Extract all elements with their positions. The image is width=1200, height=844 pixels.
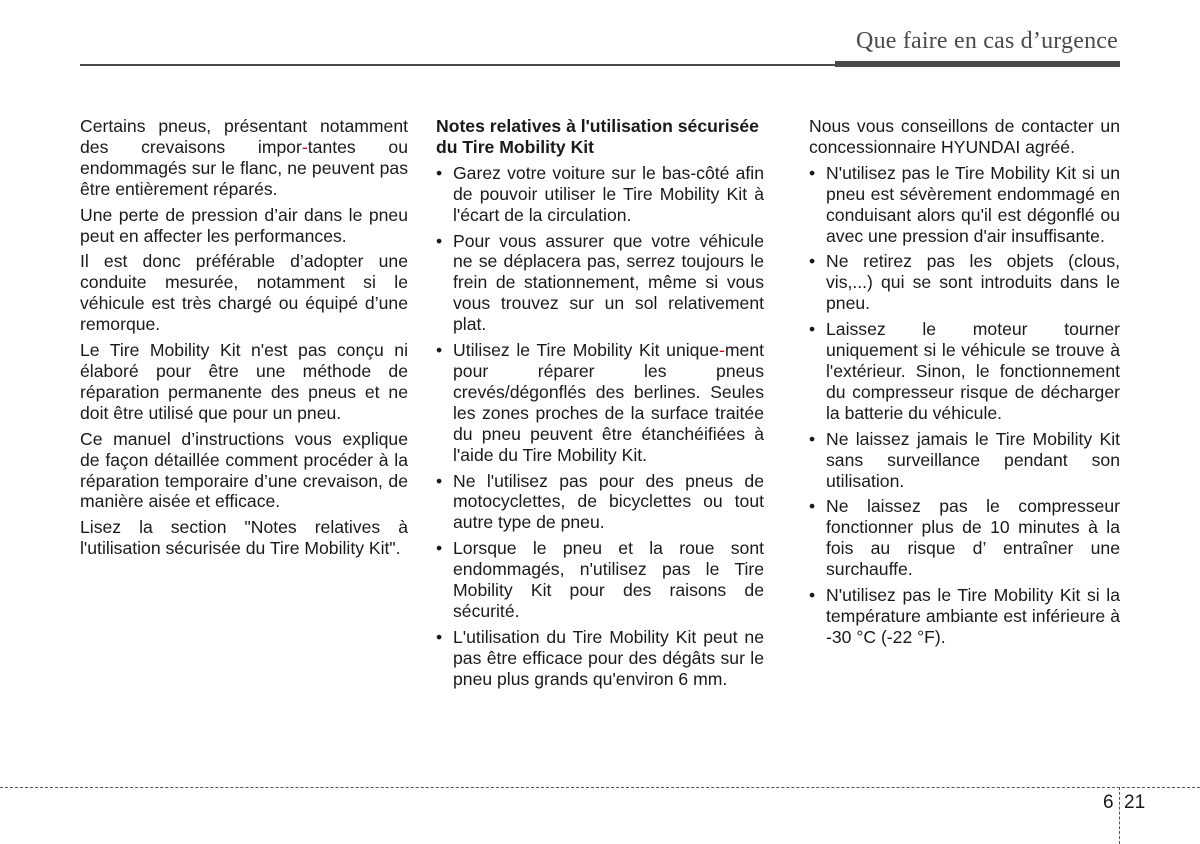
header-rule	[80, 64, 835, 66]
right-column	[809, 116, 1120, 653]
hyphen-mark: -	[301, 136, 308, 157]
list-item-text: L'utilisation du Tire Mobility Kit peut ne pas être efficace pour des dégâts sur le pneu plus grands qu'environ 6 mm.	[453, 626, 764, 689]
bullet-icon: •	[436, 162, 443, 183]
list-item	[436, 231, 764, 336]
bullet-icon: •	[809, 251, 816, 272]
list-item-text: Ne l'utilisez pas pour des pneus de motocyclettes, de bicyclettes ou tout autre type de pneu.	[453, 470, 764, 533]
list-item	[809, 163, 1120, 247]
paragraph: Lisez la section "Notes relatives à l'utilisation sécurisée du Tire Mobility Kit".	[80, 517, 408, 559]
list-item-text: Pour vous assurer que votre véhicule ne se déplacera pas, serrez toujours le frein de stationnement, même si vous vous trouvez sur un sol relativement plat.	[453, 230, 764, 335]
list-item	[809, 251, 1120, 314]
bullet-icon: •	[436, 230, 443, 251]
list-item	[809, 429, 1120, 492]
paragraph: Il est donc préférable d’adopter une conduite mesurée, notamment si le véhicule est très chargé ou équipé d’une remorque.	[80, 251, 408, 335]
bullet-icon: •	[436, 470, 443, 491]
list-item-text: N'utilisez pas le Tire Mobility Kit si un pneu est sévèrement endommagé en conduisant alors qu'il est dégonflé ou avec une pression d'air insuffisante.	[826, 162, 1120, 246]
list-item-text: Ne laissez pas le compresseur fonctionner plus de 10 minutes à la fois au risque d’ entraîner une surchauffe.	[826, 496, 1120, 580]
page-header-title: Que faire en cas d’urgence	[856, 28, 1118, 54]
list-item-text: Laissez le moteur tourner uniquement si le véhicule se trouve à l'extérieur. Sinon, le fonctionnement du compresseur risque de décharger la batterie du véhicule.	[826, 319, 1120, 423]
list-item	[809, 585, 1120, 648]
footer-vertical-divider	[1119, 787, 1120, 844]
list-item	[809, 319, 1120, 424]
list-item	[436, 471, 764, 534]
middle-column	[436, 116, 764, 695]
bullet-icon: •	[436, 538, 443, 559]
chapter-number: 6	[1103, 792, 1114, 813]
bullet-icon: •	[809, 428, 816, 449]
paragraph: Ce manuel d’instructions vous explique de façon détaillée comment procéder à la réparation temporaire d’une crevaison, de manière aisée et efficace.	[80, 428, 408, 512]
header-rule-accent	[835, 61, 1120, 67]
list-item-text: Utilisez le Tire Mobility Kit unique-ment pour réparer les pneus crevés/dégonflés des berlines. Seules les zones proches de la surface traitée du pneu peuvent être étanchéifiées à l'aide du Tire Mobility Kit.	[453, 340, 764, 465]
footer-divider	[0, 787, 1200, 788]
bullet-icon: •	[436, 340, 443, 361]
paragraph: Certains pneus, présentant notamment des crevaisons impor-tantes ou endommagés sur le flanc, ne peuvent pas être entièrement réparés.	[80, 116, 409, 199]
continuation-paragraph: Nous vous conseillons de contacter un concessionnaire HYUNDAI agréé.	[809, 116, 1120, 157]
paragraph: Une perte de pression d’air dans le pneu peut en affecter les performances.	[80, 204, 408, 246]
list-item-text: N'utilisez pas le Tire Mobility Kit si la température ambiante est inférieure à -30 °C (-22 °F).	[826, 585, 1120, 647]
list-item-text: Garez votre voiture sur le bas-côté afin de pouvoir utiliser le Tire Mobility Kit à l'écart de la circulation.	[453, 162, 764, 225]
safety-notes-list-continued	[809, 163, 1120, 648]
bullet-icon: •	[809, 496, 816, 517]
left-column	[80, 116, 408, 564]
list-item-text: Ne retirez pas les objets (clous, vis,...) qui se sont introduits dans le pneu.	[826, 251, 1120, 314]
list-item-text: Ne laissez jamais le Tire Mobility Kit sans surveillance pendant son utilisation.	[826, 428, 1120, 491]
bullet-icon: •	[809, 162, 816, 183]
list-item	[809, 496, 1120, 580]
safety-notes-list	[436, 163, 764, 690]
list-item	[436, 627, 764, 690]
bullet-icon: •	[809, 585, 816, 606]
list-item	[436, 340, 764, 465]
hyphen-mark: -	[719, 340, 725, 361]
section-heading: Notes relatives à l'utilisation sécurisée du Tire Mobility Kit	[436, 116, 759, 157]
page-number: 21	[1124, 792, 1146, 813]
list-item	[436, 163, 764, 226]
bullet-icon: •	[436, 626, 443, 647]
list-item	[436, 538, 764, 622]
list-item-text: Lorsque le pneu et la roue sont endommagés, n'utilisez pas le Tire Mobility Kit pour des raisons de sécurité.	[453, 538, 764, 621]
paragraph: Le Tire Mobility Kit n'est pas conçu ni élaboré pour être une méthode de réparation permanente des pneus et ne doit être utilisé que pour un pneu.	[80, 340, 408, 423]
bullet-icon: •	[809, 319, 816, 340]
